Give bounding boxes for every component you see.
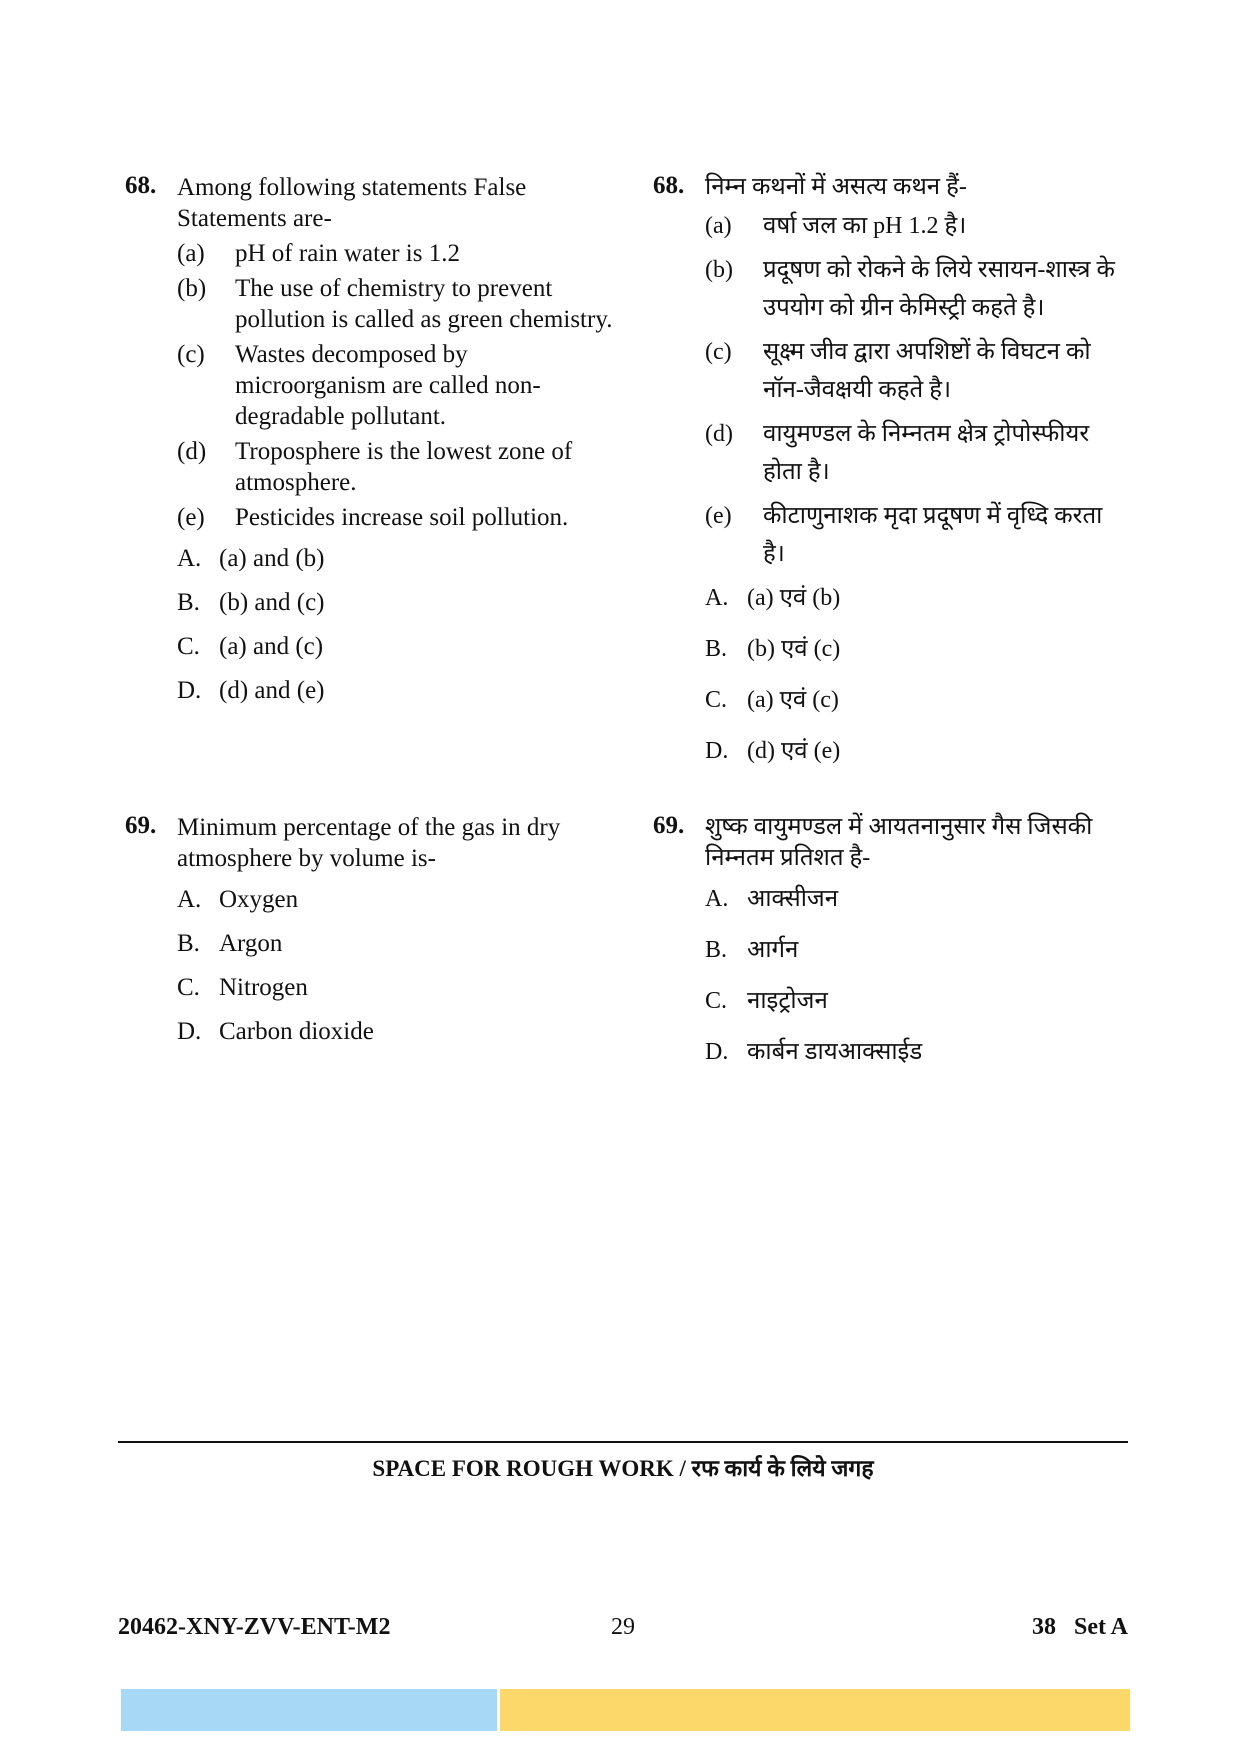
option-b: B. (b) एवं (c)	[705, 636, 841, 662]
question-68-en	[125, 172, 615, 706]
question-text: शुष्क वायुमण्डल में आयतनानुसार गैस जिसकी निम्नतम प्रतिशत है-	[705, 814, 1093, 871]
rough-work-divider	[118, 1441, 1128, 1443]
question-number: 69.	[125, 812, 157, 839]
option-list	[177, 543, 615, 706]
option-d: D. कार्बन डायआक्साईड	[705, 1039, 923, 1065]
hindi-column	[653, 172, 1123, 1065]
rough-work-label: SPACE FOR ROUGH WORK / रफ कार्य के लिये जगह	[372, 1456, 874, 1481]
statement-list	[177, 238, 615, 533]
question-69-hi	[653, 812, 1123, 1088]
question-text: Minimum percentage of the gas in dry atmosphere by volume is-	[177, 814, 561, 872]
statement-c: (c) Wastes decomposed by microorganism are called non-degradable pollutant.	[177, 341, 541, 430]
option-c: C. नाइट्रोजन	[705, 988, 828, 1014]
question-69-en	[125, 812, 615, 1060]
question-number: 68.	[125, 172, 157, 199]
question-number: 69.	[653, 812, 685, 839]
option-c: C. (a) and (c)	[177, 633, 324, 660]
set-label: 38 Set A	[1032, 1614, 1128, 1640]
statement-d: (d) वायुमण्डल के निम्नतम क्षेत्र ट्रोपोस्फीयर होता है।	[705, 421, 1090, 485]
option-list	[705, 884, 1123, 1068]
option-b: B. (b) and (c)	[177, 589, 325, 616]
statement-d: (d) Troposphere is the lowest zone of atmosphere.	[177, 438, 573, 496]
option-a: A. Oxygen	[177, 886, 299, 913]
option-c: C. (a) एवं (c)	[705, 687, 839, 713]
option-c: C. Nitrogen	[177, 974, 308, 1001]
option-b: B. Argon	[177, 930, 283, 957]
option-list	[705, 583, 1123, 767]
option-list	[177, 884, 615, 1047]
english-column	[125, 172, 615, 1045]
statement-b: (b) The use of chemistry to prevent pollution is called as green chemistry.	[177, 275, 613, 333]
option-a: A. (a) and (b)	[177, 545, 325, 572]
question-68-hi	[653, 172, 1123, 767]
statement-a: (a) pH of rain water is 1.2	[177, 240, 460, 267]
statement-list	[705, 207, 1123, 573]
option-d: D. Carbon dioxide	[177, 1018, 374, 1045]
page-number: 29	[611, 1614, 635, 1640]
footer-bar-yellow	[500, 1689, 1130, 1731]
page-footer	[118, 1614, 1128, 1648]
question-text: Among following statements False Statements are-	[177, 174, 527, 232]
question-text: निम्न कथनों में असत्य कथन हैं-	[705, 174, 967, 200]
option-a: A. (a) एवं (b)	[705, 585, 841, 611]
paper-code: 20462-XNY-ZVV-ENT-M2	[118, 1614, 391, 1640]
option-d: D. (d) एवं (e)	[705, 738, 841, 764]
question-number: 68.	[653, 172, 685, 199]
option-a: A. आक्सीजन	[705, 886, 839, 912]
statement-c: (c) सूक्ष्म जीव द्वारा अपशिष्टों के विघटन को नॉन-जैवक्षयी कहते है।	[705, 339, 1091, 403]
statement-e: (e) कीटाणुनाशक मृदा प्रदूषण में वृध्दि करता है।	[705, 503, 1103, 567]
statement-e: (e) Pesticides increase soil pollution.	[177, 504, 569, 531]
statement-a: (a) वर्षा जल का pH 1.2 है।	[705, 213, 967, 239]
option-d: D. (d) and (e)	[177, 677, 325, 704]
footer-bar-blue	[121, 1689, 497, 1731]
option-b: B. आर्गन	[705, 937, 799, 963]
statement-b: (b) प्रदूषण को रोकने के लिये रसायन-शास्त्र के उपयोग को ग्रीन केमिस्ट्री कहते है।	[705, 257, 1115, 321]
